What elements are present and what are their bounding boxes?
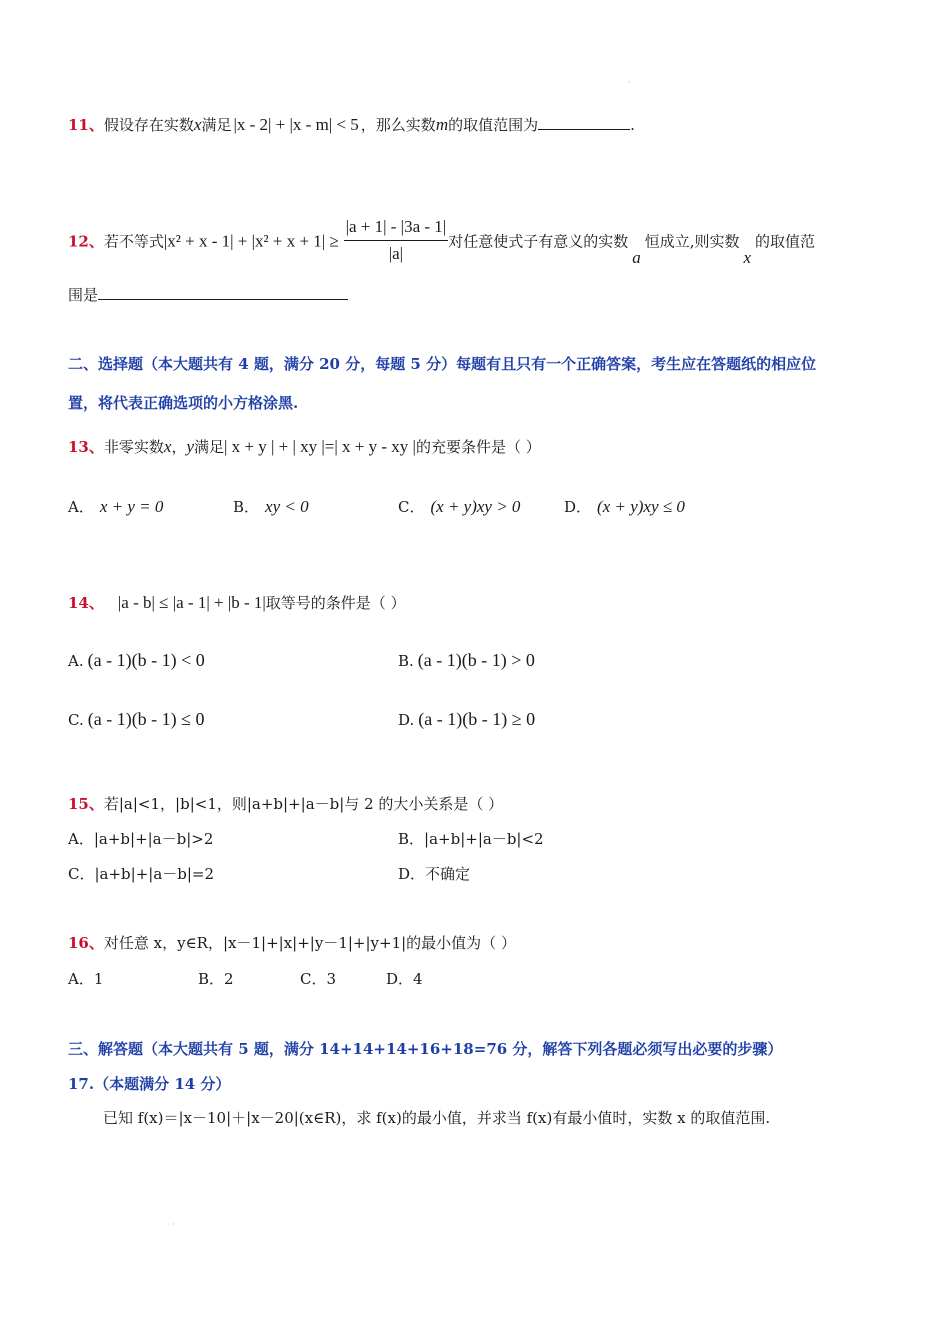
q15-option-a[interactable] (68, 828, 213, 849)
q11-text: 满足 (201, 116, 232, 134)
option-label: B． (233, 498, 260, 516)
option-label: C． (68, 865, 95, 883)
q14-option-c[interactable] (68, 709, 205, 730)
q15-option-b[interactable] (398, 828, 544, 849)
section-3-heading: 三、解答题（本大题共有 5 题，满分 14+14+14+16+18=76 分，解答下列各题必须写出必要的步骤） (68, 1040, 783, 1058)
option-label: A． (68, 970, 94, 988)
question-12-line2 (68, 284, 348, 306)
var-x: x (743, 247, 752, 267)
q16-option-c[interactable] (300, 968, 336, 989)
q13-condition: | x + y | + | xy |=| x + y - xy | (224, 437, 416, 456)
section-2-heading: 二、选择题（本大题共有 4 题，满分 20 分，每题 5 分）每题有且只有一个正确答案，考生应在答题纸的相应位 (68, 355, 817, 373)
option-label: A. (68, 652, 84, 670)
q12-text: 恒成立,则实数 (644, 232, 740, 251)
option-label: A． (68, 498, 94, 516)
q13-option-a[interactable] (68, 496, 163, 517)
q16-text: 对任意 x，y∈R，|x－1|+|x|+|y－1|+|y+1|的最小值为（ ） (103, 934, 516, 952)
option-label: B． (398, 830, 425, 848)
option-expr: 4 (413, 970, 423, 988)
q15-option-d[interactable] (398, 863, 470, 884)
q11-text: 的取值范围为 (448, 116, 539, 134)
q15-text: 若|a|<1，|b|<1，则|a+b|+|a－b|与 2 的大小关系是（ ） (103, 795, 504, 813)
question-17-header: 17.（本题满分 14 分） (68, 1075, 231, 1093)
q11-inequality: |x - 2| + |x - m| < 5 (233, 115, 359, 134)
q11-text: 假设存在实数 (103, 116, 194, 134)
option-label: B. (398, 652, 414, 670)
var-x: x (163, 437, 172, 456)
answer-blank[interactable] (538, 129, 630, 130)
option-label: A． (68, 830, 94, 848)
option-expr: 2 (224, 970, 234, 988)
option-expr: 3 (326, 970, 337, 988)
q11-text: ，那么实数 (360, 116, 436, 134)
option-label: B． (198, 970, 225, 988)
option-expr: (a - 1)(b - 1) < 0 (87, 650, 205, 670)
q16-option-a[interactable] (68, 968, 103, 989)
decor-dot-bottom: · (172, 1220, 175, 1229)
option-expr: xy < 0 (265, 497, 309, 516)
q12-fraction (344, 216, 449, 265)
q14-option-a[interactable] (68, 650, 205, 671)
question-number: 11、 (68, 116, 104, 134)
q13-text: 的充要条件是（ ） (415, 438, 541, 456)
q13-comma: ， (171, 438, 187, 456)
q16-option-b[interactable] (198, 968, 234, 989)
q12-text: 对任意使式子有意义的实数 (448, 232, 629, 251)
q13-text: 满足 (194, 438, 225, 456)
answer-blank[interactable] (98, 299, 348, 300)
option-expr: (a - 1)(b - 1) ≥ 0 (418, 709, 536, 729)
question-16 (68, 932, 516, 954)
option-expr: 不确定 (425, 865, 471, 883)
q14-inequality: |a - b| ≤ |a - 1| + |b - 1| (117, 593, 266, 612)
option-label: C． (398, 498, 425, 516)
q15-option-c[interactable] (68, 863, 214, 884)
q13-text: 非零实数 (103, 438, 164, 456)
var-a: a (632, 247, 641, 267)
question-15 (68, 793, 503, 815)
question-11 (68, 114, 635, 136)
q13-option-c[interactable] (398, 496, 520, 517)
option-expr: 1 (93, 970, 104, 988)
q14-option-d[interactable] (398, 709, 535, 730)
question-14 (68, 592, 406, 614)
decor-dot-top: · (628, 78, 631, 87)
section-2-heading-cont: 置，将代表正确选项的小方格涂黑. (68, 394, 299, 412)
q11-end: . (630, 116, 635, 134)
option-expr: |a+b|+|a－b|<2 (424, 830, 544, 848)
var-m: m (435, 115, 449, 134)
option-label: D． (398, 865, 426, 883)
question-number: 15、 (68, 795, 104, 813)
question-number: 12、 (68, 232, 104, 251)
q12-text: 的取值范 (755, 232, 816, 251)
q12-lhs: |x² + x - 1| + |x² + x + 1| ≥ (163, 231, 339, 251)
fraction-denominator: |a| (388, 244, 404, 263)
q12-text: 围是 (68, 286, 99, 304)
option-expr: (x + y)xy > 0 (430, 497, 521, 516)
var-y: y (186, 437, 194, 456)
q16-option-d[interactable] (386, 968, 423, 989)
option-expr: (a - 1)(b - 1) > 0 (417, 650, 535, 670)
var-x: x (193, 115, 202, 134)
q14-option-b[interactable] (398, 650, 535, 671)
option-expr: |a+b|+|a－b|=2 (94, 865, 215, 883)
option-expr: |a+b|+|a－b|>2 (93, 830, 214, 848)
option-label: D． (386, 970, 414, 988)
question-number: 14、 (68, 594, 104, 612)
q13-option-b[interactable] (233, 496, 309, 517)
option-label: C． (300, 970, 327, 988)
option-label: D. (398, 711, 415, 729)
q14-text: 取等号的条件是（ ） (265, 594, 406, 612)
fraction-numerator: |a + 1| - |3a - 1| (344, 216, 449, 241)
option-label: C. (68, 711, 84, 729)
question-number: 16、 (68, 934, 104, 952)
q12-text: 若不等式 (103, 232, 164, 251)
q13-option-d[interactable] (564, 496, 685, 517)
question-number: 13、 (68, 438, 104, 456)
question-17-text: 已知 f(x)＝|x－10|＋|x－20|(x∈R)，求 f(x)的最小值，并求当 f(x)有最小值时，实数 x 的取值范围. (103, 1109, 771, 1127)
option-expr: (a - 1)(b - 1) ≤ 0 (87, 709, 205, 729)
question-12 (68, 218, 815, 267)
option-expr: x + y = 0 (99, 497, 164, 516)
question-13 (68, 436, 541, 458)
option-expr: (x + y)xy ≤ 0 (597, 497, 685, 516)
option-label: D． (564, 498, 592, 516)
